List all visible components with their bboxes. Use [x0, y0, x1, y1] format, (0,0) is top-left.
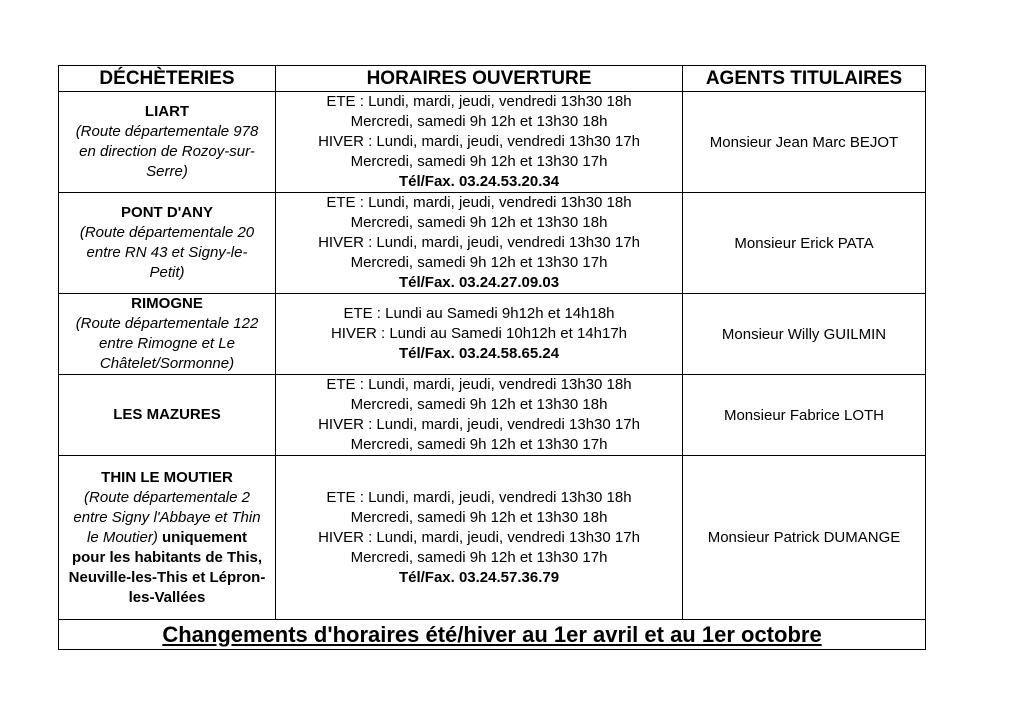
location-line: Petit)	[149, 264, 185, 281]
hours-line: Mercredi, samedi 9h 12h et 13h30 17h	[350, 436, 608, 453]
agent-cell: Monsieur Jean Marc BEJOT	[683, 92, 926, 193]
location-line: Châtelet/Sormonne)	[99, 355, 235, 372]
agent-cell: Monsieur Willy GUILMIN	[683, 294, 926, 375]
hours-line: Mercredi, samedi 9h 12h et 13h30 18h	[350, 508, 608, 526]
agent-cell: Monsieur Fabrice LOTH	[683, 375, 926, 456]
hours-line: ETE : Lundi, mardi, jeudi, vendredi 13h30 18h	[326, 93, 632, 110]
phone-fax: Tél/Fax. 03.24.27.09.03	[398, 274, 560, 291]
horaires-cell	[276, 294, 683, 375]
table-row	[59, 294, 926, 375]
hours-line: Mercredi, samedi 9h 12h et 13h30 17h	[350, 254, 608, 271]
dechetterie-cell	[59, 193, 276, 294]
dechetterie-cell	[59, 92, 276, 193]
location-line: entre RN 43 et Signy-le-	[86, 244, 248, 261]
hours-line: Mercredi, samedi 9h 12h et 13h30 17h	[350, 153, 608, 170]
header-horaires: HORAIRES OUVERTURE	[276, 66, 683, 92]
hours-line: Mercredi, samedi 9h 12h et 13h30 17h	[350, 548, 608, 566]
dechetterie-cell	[59, 456, 276, 620]
dechetterie-cell	[59, 375, 276, 456]
table-row	[59, 375, 926, 456]
table-row	[59, 92, 926, 193]
header-agents: AGENTS TITULAIRES	[683, 66, 926, 92]
restriction-note: Neuville-les-This et Lépron-	[68, 568, 266, 586]
hours-line: Mercredi, samedi 9h 12h et 13h30 18h	[350, 113, 608, 130]
schedule-change-notice: Changements d'horaires été/hiver au 1er avril et au 1er octobre	[59, 620, 926, 650]
hours-line: HIVER : Lundi, mardi, jeudi, vendredi 13h30 17h	[318, 416, 640, 433]
location-line: (Route départementale 978	[75, 123, 259, 140]
dechetterie-cell	[59, 294, 276, 375]
horaires-cell	[276, 456, 683, 620]
restriction-note: les-Vallées	[128, 588, 206, 606]
location-line-with-note	[59, 528, 275, 548]
dechetterie-name: RIMOGNE	[131, 295, 203, 312]
location-line: (Route départementale 122	[75, 315, 259, 332]
phone-fax: Tél/Fax. 03.24.53.20.34	[398, 173, 560, 190]
location-line: (Route départementale 20	[79, 224, 255, 241]
dechetteries-table	[58, 65, 926, 650]
phone-fax: Tél/Fax. 03.24.58.65.24	[398, 345, 560, 362]
horaires-cell	[276, 193, 683, 294]
dechetterie-name: LES MAZURES	[113, 406, 221, 423]
location-line: en direction de Rozoy-sur-	[79, 143, 255, 160]
hours-line: HIVER : Lundi, mardi, jeudi, vendredi 13h30 17h	[318, 133, 640, 150]
hours-line: HIVER : Lundi, mardi, jeudi, vendredi 13h30 17h	[318, 528, 640, 546]
location-line: entre Rimogne et Le	[99, 335, 235, 352]
location-line: Serre)	[146, 163, 188, 180]
restriction-note: pour les habitants de This,	[71, 548, 263, 566]
hours-line: Mercredi, samedi 9h 12h et 13h30 18h	[350, 396, 608, 413]
hours-line: HIVER : Lundi, mardi, jeudi, vendredi 13h30 17h	[318, 234, 640, 251]
table-row	[59, 193, 926, 294]
horaires-cell	[276, 375, 683, 456]
phone-fax: Tél/Fax. 03.24.57.36.79	[398, 568, 560, 586]
dechetterie-name: PONT D'ANY	[121, 204, 213, 221]
horaires-cell	[276, 92, 683, 193]
location-text: le Moutier)	[86, 528, 158, 546]
location-line: entre Signy l'Abbaye et Thin	[73, 508, 261, 526]
dechetterie-name: THIN LE MOUTIER	[101, 468, 233, 486]
hours-line: Mercredi, samedi 9h 12h et 13h30 18h	[350, 214, 608, 231]
agent-cell: Monsieur Patrick DUMANGE	[683, 456, 926, 620]
hours-line: ETE : Lundi, mardi, jeudi, vendredi 13h30 18h	[326, 488, 632, 506]
table-row	[59, 456, 926, 620]
header-dechetteries: DÉCHÈTERIES	[59, 66, 276, 92]
restriction-note: uniquement	[157, 528, 248, 546]
hours-line: ETE : Lundi au Samedi 9h12h et 14h18h	[343, 305, 615, 322]
agent-cell: Monsieur Erick PATA	[683, 193, 926, 294]
dechetterie-name: LIART	[144, 103, 190, 120]
hours-line: ETE : Lundi, mardi, jeudi, vendredi 13h30 18h	[326, 194, 632, 211]
hours-line: HIVER : Lundi au Samedi 10h12h et 14h17h	[330, 325, 628, 342]
location-line: (Route départementale 2	[84, 488, 250, 506]
hours-line: ETE : Lundi, mardi, jeudi, vendredi 13h30 18h	[326, 376, 632, 393]
